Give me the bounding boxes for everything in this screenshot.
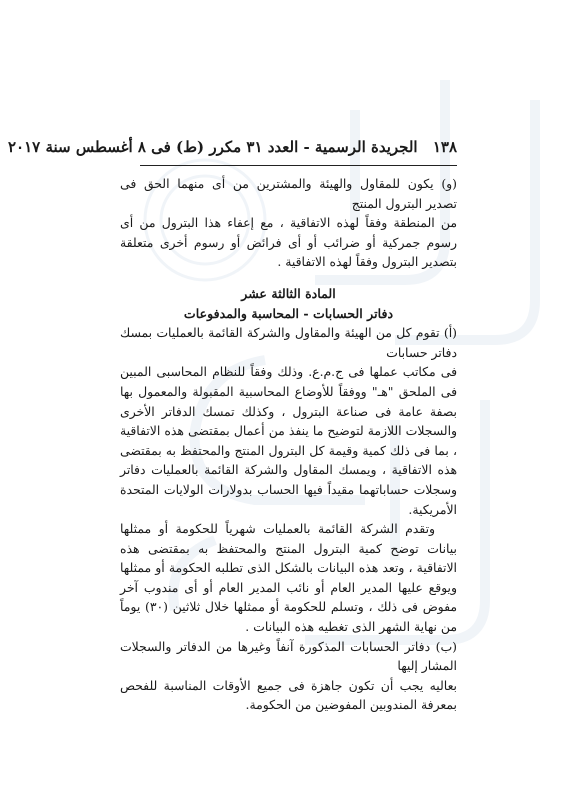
clause-b [120, 637, 457, 676]
header-rule [140, 165, 457, 166]
clause-a-first-line: تقوم كل من الهيئة والمقاول والشركة القائمة بالعمليات بمسك دفاتر حسابات [120, 325, 457, 360]
clause-w-text: من المنطقة وفقاً لهذه الاتفاقية ، مع إعفاء هذا البترول من أى رسوم جمركية أو ضرائب أو أى فرائض أو رسوم أخرى متعلقة بتصدير البترول وفقاً لهذه الاتفاقية . [120, 215, 457, 270]
gazette-title: الجريدة الرسمية - العدد ٣١ مكرر (ط) فى ٨ أغسطس سنة ٢٠١٧ [8, 138, 418, 156]
clause-a-paragraph-2: وتقدم الشركة القائمة بالعمليات شهرياً للحكومة أو ممثلها بيانات توضح كمية البترول المنتج والمحتفظ به بمقتضى هذه الاتفاقية ، وتعد هذه البيانات بالشكل الذى تطلبه الحكومة أو ممثلها ويوقع عليها المدير العام أو نائب المدير العام أو أى مندوب آخر مفوض فى ذلك ، وتسلم للحكومة أو ممثلها خلال ثلاثين (٣٠) يوماً من نهاية الشهر الذى تغطيه هذه البيانات . [120, 521, 457, 635]
clause-w [120, 174, 457, 213]
clause-w-label: (و) [441, 176, 457, 191]
document-body [120, 174, 457, 715]
clause-w-first-line: يكون للمقاول والهيئة والمشترين من أى منهما الحق فى تصدير البترول المنتج [120, 176, 457, 211]
clause-b-label: (ب) [435, 638, 457, 654]
clause-a-text: فى مكاتب عملها فى ج.م.ع. وذلك وفقاً للنظام المحاسبى المبين فى الملحق "هـ" ووفقاً للأوضاع المحاسبية المقبولة والمعمول بها بصفة عامة فى صناعة البترول ، وكذلك تمسك الدفاتر الأخرى والسجلات اللازمة لتوضيح ما ينفذ من أعمال بمقتضى هذه الاتفاقية ، بما فى ذلك كمية وقيمة كل البترول المنتج والمحتفظ به بمقتضى هذه الاتفاقية ، ويمسك المقاول والشركة القائمة بالعمليات دفاتر وسجلات حساباتهما مقيداً فيها الحساب بدولارات الولايات المتحدة الأمريكية. [120, 364, 457, 517]
clause-a-label: (أ) [443, 325, 457, 341]
page-number: ١٣٨ [432, 138, 457, 156]
article-number: المادة الثالثة عشر [241, 285, 336, 301]
article-title: دفاتر الحسابات - المحاسبة والمدفوعات [183, 305, 394, 321]
clause-a [120, 323, 457, 362]
clause-b-text: بعاليه يجب أن تكون جاهزة فى جميع الأوقات المناسبة للفحص بمعرفة المندوبين المفوضين من الحكومة. [120, 677, 457, 713]
page-header [8, 138, 457, 156]
clause-b-first-line: دفاتر الحسابات المذكورة آنفاً وغيرها من الدفاتر والسجلات المشار إليها [120, 638, 457, 674]
